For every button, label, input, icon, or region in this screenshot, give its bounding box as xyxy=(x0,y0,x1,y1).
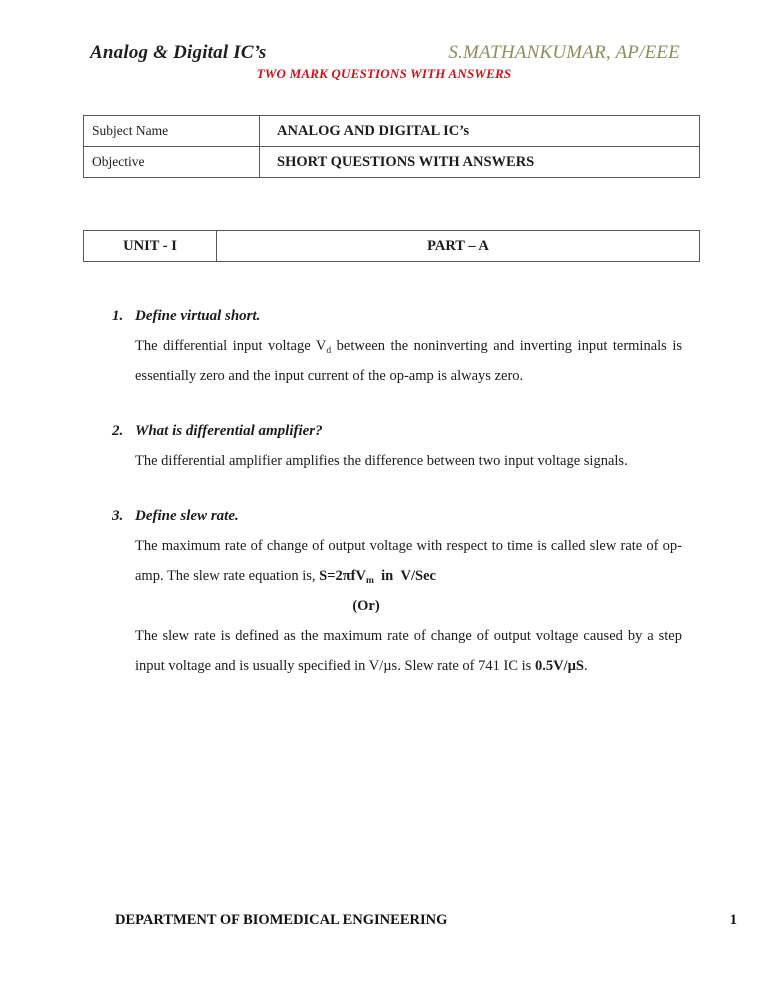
questions-list xyxy=(0,301,768,681)
question-3-heading xyxy=(112,501,768,531)
question-1-number: 1. xyxy=(112,308,124,324)
or-separator: (Or) xyxy=(352,598,380,614)
unit-label: UNIT - I xyxy=(84,231,217,262)
subject-name-value: ANALOG AND DIGITAL IC’s xyxy=(260,116,700,147)
question-2-title: What is differential amplifier? xyxy=(135,423,323,439)
question-3 xyxy=(0,501,768,681)
department-name: DEPARTMENT OF BIOMEDICAL ENGINEERING xyxy=(115,912,448,928)
question-1-answer-text: The differential input voltage $V_d$ between the noninverting and inverting input terminals is essentially zero and the input current of the op-amp is always zero. xyxy=(135,338,682,384)
question-1-answer xyxy=(135,331,682,391)
page-number: 1 xyxy=(729,912,737,928)
question-2-answer-text: The differential amplifier amplifies the difference between two input voltage signals. xyxy=(135,453,628,469)
table-row xyxy=(84,116,700,147)
subscript-m: m xyxy=(365,576,374,586)
question-2 xyxy=(0,416,768,476)
page-footer xyxy=(0,912,768,929)
question-3-answer-part1: The maximum rate of change of output voltage with respect to time is called slew rate of op-amp. The slew rate equation is, S=2πfV$_m$ in V/Sec xyxy=(135,538,682,586)
question-3-answer-part2: The slew rate is defined as the maximum rate of change of output voltage caused by a step input voltage and is usually specified in V/µs. Slew rate of 741 IC is 0.5V/µS. xyxy=(135,628,682,674)
subject-info-table xyxy=(83,115,700,178)
course-title: Analog & Digital IC’s xyxy=(90,42,267,63)
table-row xyxy=(84,147,700,178)
question-1-heading xyxy=(112,301,768,331)
table-row xyxy=(84,231,700,262)
question-2-answer xyxy=(135,446,682,476)
page-header xyxy=(90,42,680,64)
slew-rate-equation: S=2πfV xyxy=(319,568,366,584)
question-2-number: 2. xyxy=(112,423,124,439)
subscript-d: d xyxy=(326,346,332,356)
author-name: S.MATHANKUMAR, AP/EEE xyxy=(448,42,680,63)
question-2-heading xyxy=(112,416,768,446)
slew-rate-value: 0.5V/µS xyxy=(534,658,584,674)
question-1 xyxy=(0,301,768,391)
question-1-title: Define virtual short. xyxy=(135,308,261,324)
unit-part-table xyxy=(83,230,700,262)
question-3-number: 3. xyxy=(112,508,124,524)
page-subtitle: TWO MARK QUESTIONS WITH ANSWERS xyxy=(256,66,512,81)
objective-label: Objective xyxy=(84,147,260,178)
subject-name-label: Subject Name xyxy=(84,116,260,147)
objective-value: SHORT QUESTIONS WITH ANSWERS xyxy=(260,147,700,178)
question-3-answer xyxy=(135,531,682,681)
question-3-title: Define slew rate. xyxy=(135,508,239,524)
part-label: PART – A xyxy=(217,231,700,262)
